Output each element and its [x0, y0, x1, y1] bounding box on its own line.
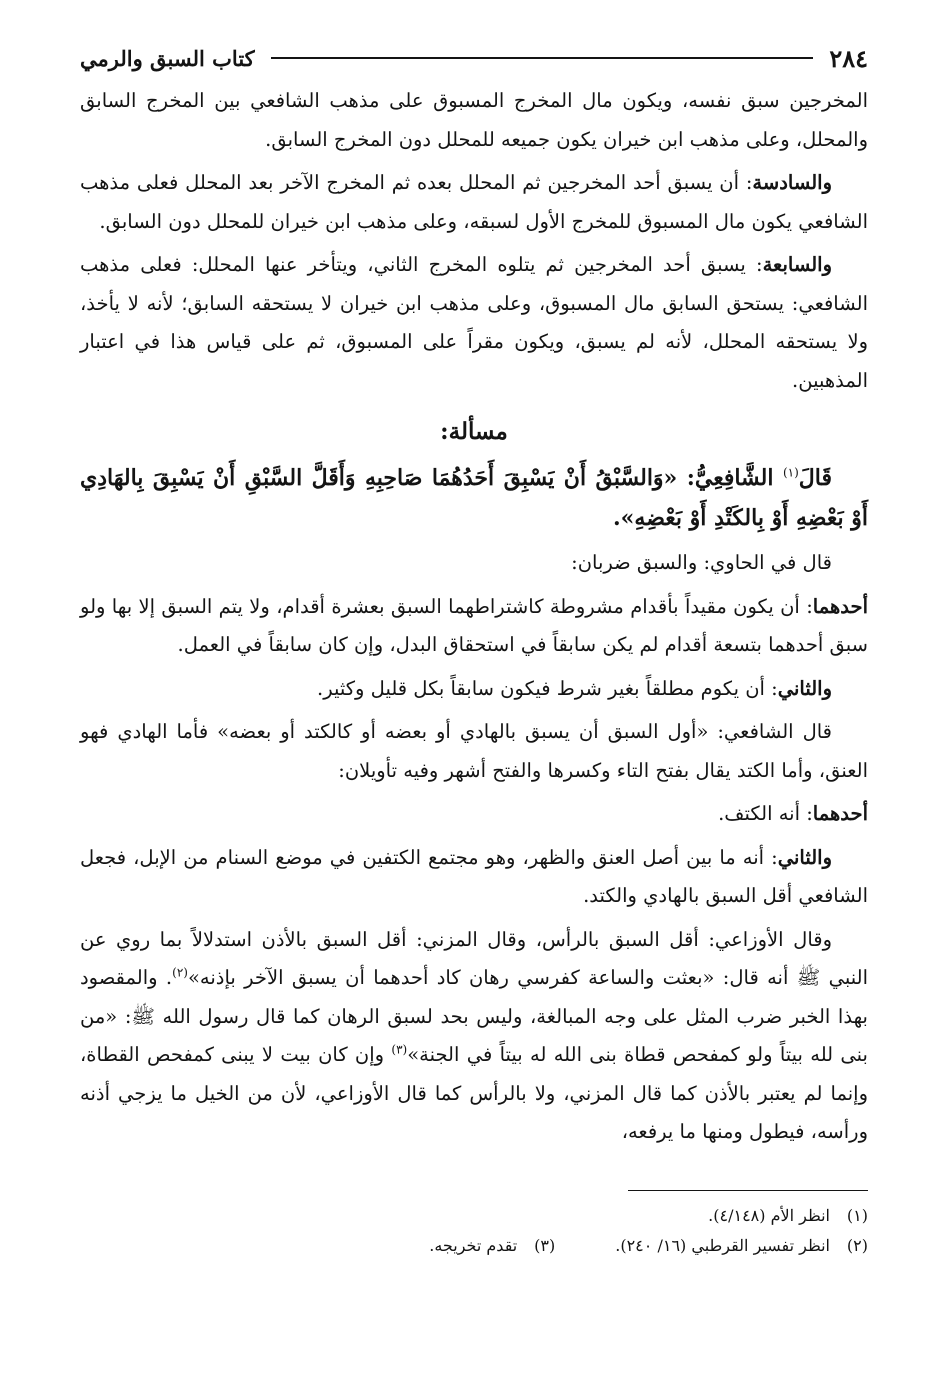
footnote-ref[interactable]: (٢)	[172, 965, 188, 980]
footnote: (١)انظر الأم (٤/١٤٨).	[708, 1205, 868, 1225]
term-label: والسادسة	[752, 171, 832, 194]
term-label: والثاني	[777, 676, 832, 700]
paragraph: وقال الأوزاعي: أقل السبق بالرأس، وقال المزني: أقل السبق بالأذن استدلالاً بما روي عن النبي ﷺ أنه قال: «بعثت والساعة كفرسي رهان كاد أحدهما أن يسبق الآخر بإذنه»$^{(٢)}$. والمقصود بهذا الخبر ضرب المثل على وجه المبالغة، وليس بحد لسبق الرهان كما قال رسول الله ﷺ: «من بنى لله بيتاً ولو كمفحص قطاة بنى الله له بيتاً في الجنة»$^{(٣)}$ وإن كان بيت لا يبنى كمفحص القطاة، وإنما لم يعتبر بالأذن كما قال المزني، ولا بالرأس كما قال الأوزاعي، لأن من الخيل ما يزجي أذنه ورأسه، فيطول ومنها ما يرفعه،	[80, 927, 868, 1143]
paragraph: قال في الحاوي: والسبق ضربان:	[571, 551, 832, 574]
footnote: (٣)تقدم تخريجه.	[429, 1235, 556, 1255]
paragraph: والسابعة: يسبق أحد المخرجين ثم يتلوه المخرج الثاني، ويتأخر عنها المحلل: فعلى مذهب الشافعي: يستحق السابق مال المسبوق، وعلى مذهب ابن خيران لا يستحقه السابق؛ لأنه لا يأخذ، ولا يستحقه المحلل، لأنه لم يسبق، ويكون مقراً على المسبوق، ثم على قياس هذا في اعتبار المذهبين.	[80, 253, 868, 392]
section-heading: مسألة:	[440, 418, 508, 445]
term-label: أحدهما	[812, 594, 868, 618]
footnote-line	[80, 1201, 868, 1231]
term-label: والثاني	[777, 845, 832, 869]
paragraph: أحدهما: أنه الكتف.	[718, 802, 868, 825]
main-text	[80, 82, 868, 1152]
paragraph: والثاني: أن يكوم مطلقاً بغير شرط فيكون سابقاً بكل قليل وكثير.	[317, 676, 832, 700]
book-title: كتاب السبق والرمي	[80, 45, 255, 71]
term-label: والسابعة	[762, 253, 832, 276]
footnote-ref[interactable]: (٣)	[391, 1042, 408, 1057]
footnotes	[80, 1201, 868, 1261]
paragraph: أحدهما: أن يكون مقيداً بأقدام مشروطة كاشتراطهما السبق بعشرة أقدام، ولا يتم السبق إلا بها ولو سبق أحدهما بتسعة أقدام لم يكن سابقاً في استحقاق البدل، وإن كان سابقاً في العمل.	[80, 594, 868, 656]
paragraph: المخرجين سبق نفسه، ويكون مال المخرج المسبوق على مذهب الشافعي بين المخرج السابق والمحلل، وعلى مذهب ابن خيران يكون جميعه للمحلل دون المخرج السابق.	[80, 89, 868, 151]
paragraph: قال الشافعي: «أول السبق أن يسبق بالهادي أو بعضه أو كالكتد أو بعضه» فأما الهادي فهو العنق، وأما الكتد يقال بفتح التاء وكسرها والفتح أشهر وفيه تأويلان:	[80, 720, 868, 782]
quoted-text: قَالَ$^{(١)}$ الشَّافِعِيُّ: «وَالسَّبْقُ أَنْ يَسْبِقَ أَحَدُهُمَا صَاحِبِهِ وَأَقَلَّ السَّبْقِ أَنْ يَسْبِقَ بِالهَادِي أَوْ بَعْضِهِ أَوْ بِالكَتْدِ أَوْ بَعْضِهِ».	[80, 465, 868, 531]
footnote-ref[interactable]: (١)	[782, 465, 799, 480]
header-rule	[271, 57, 814, 59]
footnote-line	[80, 1231, 868, 1261]
paragraph: والسادسة: أن يسبق أحد المخرجين ثم المحلل بعده ثم المخرج الآخر بعد المحلل فعلى مذهب الشافعي يكون مال المسبوق للمخرج الأول لسبقه، وعلى مذهب ابن خيران للمحلل دون السابق.	[80, 171, 868, 233]
term-label: أحدهما	[812, 802, 868, 825]
paragraph: والثاني: أنه ما بين أصل العنق والظهر، وهو مجتمع الكتفين في موضع السنام من الإبل، فجعل الشافعي أقل السبق بالهادي والكتد.	[80, 845, 868, 907]
running-head	[80, 38, 868, 78]
footnote-separator	[628, 1190, 868, 1191]
page-number: ٢٨٤	[829, 43, 868, 73]
footnote: (٢)انظر تفسير القرطبي (١٦/ ٢٤٠).	[615, 1235, 868, 1255]
